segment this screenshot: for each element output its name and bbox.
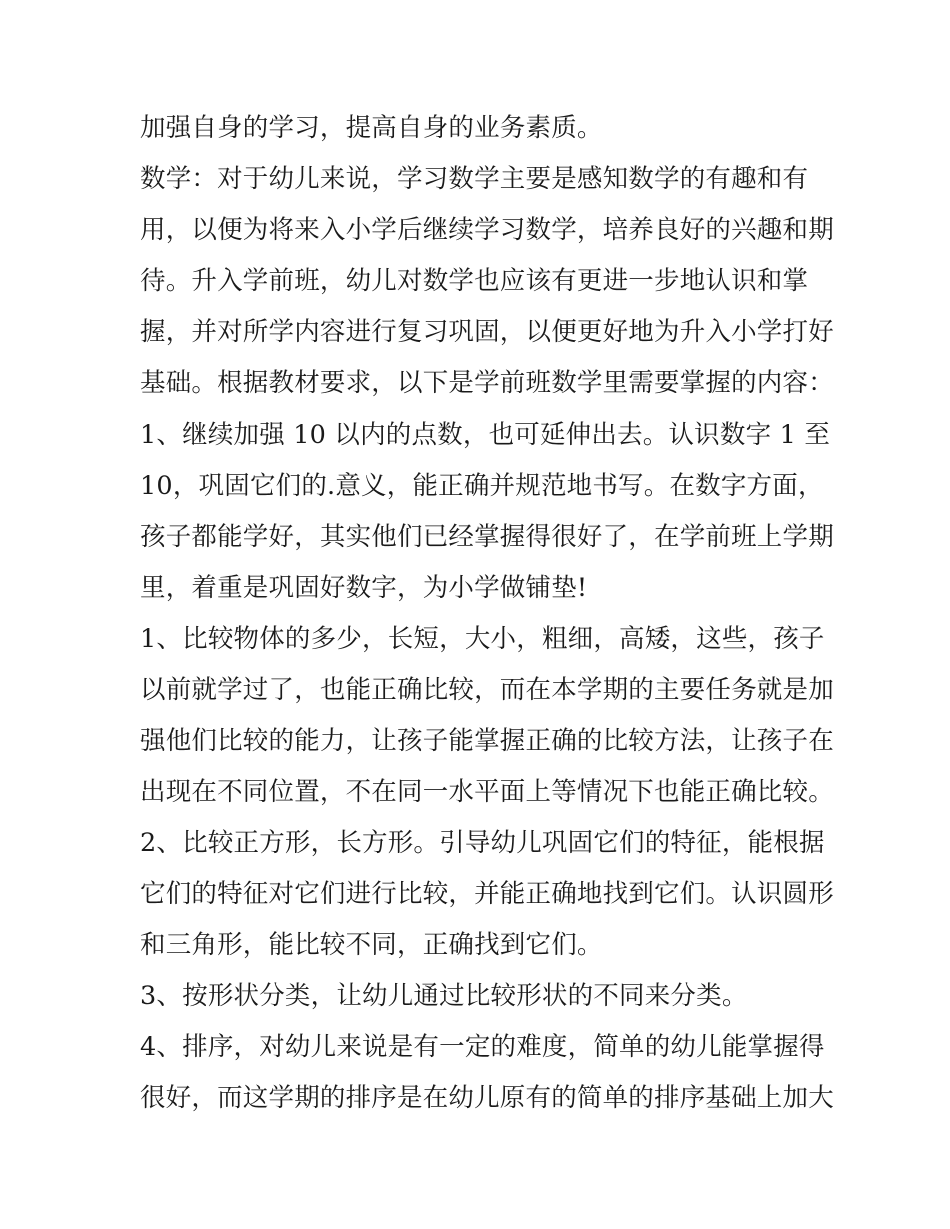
text-line: 它们的特征对它们进行比较，并能正确地找到它们。认识圆形	[140, 879, 834, 909]
text-line: 握，并对所学内容进行复习巩固，以便更好地为升入小学打好	[140, 317, 834, 347]
text-line: 很好，而这学期的排序是在幼儿原有的简单的排序基础上加大	[140, 1083, 834, 1113]
text-line: 以前就学过了，也能正确比较，而在本学期的主要任务就是加	[140, 675, 834, 705]
text-line: 2、比较正方形，长方形。引导幼儿巩固它们的特征，能根据	[140, 828, 825, 858]
text-line: 里，着重是巩固好数字，为小学做铺垫!	[140, 573, 588, 603]
text-line: 和三角形，能比较不同，正确找到它们。	[140, 930, 603, 960]
text-line: 3、按形状分类，让幼儿通过比较形状的不同来分类。	[140, 981, 748, 1011]
text-line: 用，以便为将来入小学后继续学习数学，培养良好的兴趣和期	[140, 215, 834, 245]
text-line: 4、排序，对幼儿来说是有一定的难度，简单的幼儿能掌握得	[140, 1032, 825, 1062]
text-line: 加强自身的学习，提高自身的业务素质。	[140, 113, 603, 143]
text-line: 10，巩固它们的.意义，能正确并规范地书写。在数字方面，	[140, 471, 824, 501]
text-line: 数学：对于幼儿来说，学习数学主要是感知数学的有趣和有	[140, 164, 809, 194]
text-line: 1、比较物体的多少，长短，大小，粗细，高矮，这些，孩子	[140, 624, 825, 654]
text-line: 1、继续加强 10 以内的点数，也可延伸出去。认识数字 1 至	[140, 420, 831, 450]
text-line: 强他们比较的能力，让孩子能掌握正确的比较方法，让孩子在	[140, 726, 834, 756]
text-line: 出现在不同位置，不在同一水平面上等情况下也能正确比较。	[140, 777, 834, 807]
text-line: 待。升入学前班，幼儿对数学也应该有更进一步地认识和掌	[140, 266, 809, 296]
text-line: 孩子都能学好，其实他们已经掌握得很好了，在学前班上学期	[140, 522, 834, 552]
text-line: 基础。根据教材要求，以下是学前班数学里需要掌握的内容：	[140, 368, 834, 398]
